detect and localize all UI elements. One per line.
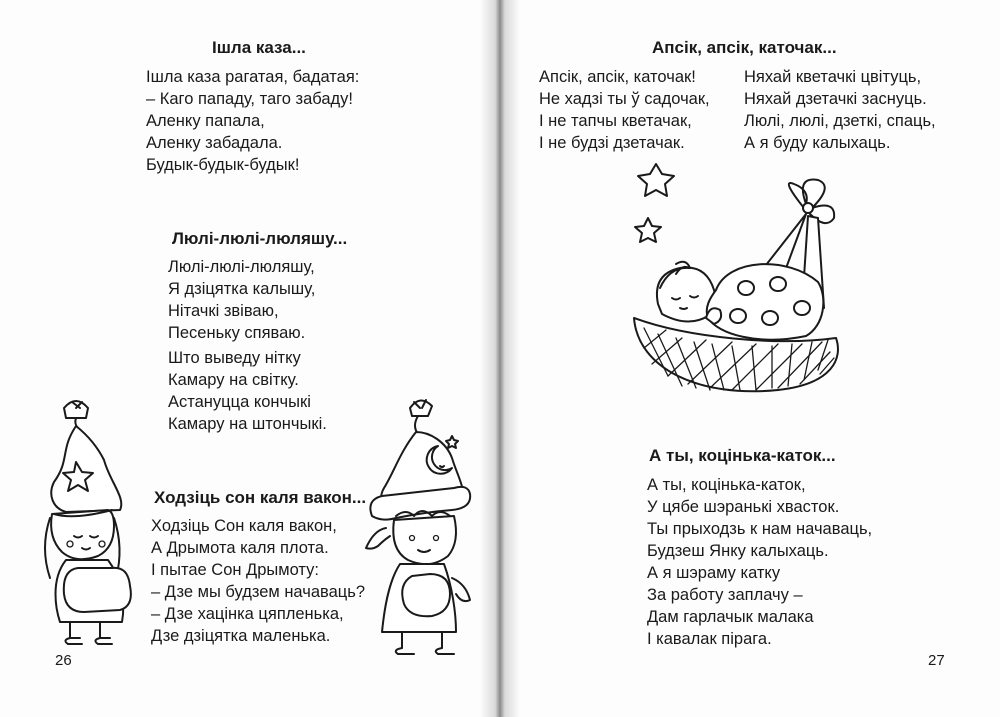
- poem-line: Апсік, апсік, каточак!: [539, 68, 696, 86]
- poem-line: Што выведу нітку: [168, 349, 301, 367]
- poem-line: Песеньку спяваю.: [168, 324, 306, 342]
- poem-line: Дзе дзіцятка маленька.: [151, 627, 331, 645]
- poem-line: Няхай дзетачкі заснуць.: [744, 90, 927, 108]
- poem-a-ty-kotsinka-stanza: [647, 474, 872, 650]
- poem-apsik-stanza-2: [744, 66, 936, 154]
- poem-ishla-kaza-stanza: [146, 66, 359, 176]
- poem-liuli-stanza-2: [168, 347, 327, 435]
- poem-line: Не хадзі ты ў садочак,: [539, 90, 710, 108]
- poem-line: А я шэраму катку: [647, 564, 781, 582]
- poem-apsik-stanza-1: [539, 66, 710, 154]
- gnome-girl-illustration: [30, 390, 150, 650]
- poem-line: Нітачкі звіваю,: [168, 302, 279, 320]
- poem-line: Люлі-люлі-люляшу,: [168, 258, 315, 276]
- poem-line: Ходзіць Сон каля вакон,: [151, 517, 337, 535]
- poem-line: У цябе шэранькі хвасток.: [647, 498, 840, 516]
- poem-liuli-stanza-1: [168, 256, 315, 344]
- poem-line: А ты, коцінька-каток,: [647, 476, 806, 494]
- poem-line: І не будзі дзетачак.: [539, 134, 685, 152]
- poem-line: За работу заплачу –: [647, 586, 803, 604]
- poem-khodzits-son-stanza: [151, 515, 365, 647]
- poem-title-apsik: Апсік, апсік, каточак...: [652, 38, 837, 57]
- poem-line: Камару на штончыкі.: [168, 415, 327, 433]
- poem-line: Будык-будык-будык!: [146, 156, 300, 174]
- gnome-boy-illustration: [356, 392, 486, 662]
- poem-line: А я буду калыхаць.: [744, 134, 891, 152]
- poem-line: Астануцца кончыкі: [168, 393, 311, 411]
- baby-cradle-illustration: [628, 158, 868, 408]
- poem-title-a-ty-kotsinka: А ты, коцінька-каток...: [649, 446, 836, 465]
- book-gutter: [480, 0, 520, 717]
- poem-line: Люлі, люлі, дзеткі, спаць,: [744, 112, 936, 130]
- page-number-right: 27: [928, 652, 945, 669]
- poem-line: Камару на світку.: [168, 371, 299, 389]
- page-number-left: 26: [55, 652, 72, 669]
- poem-line: – Каго пападу, таго забаду!: [146, 90, 353, 108]
- poem-line: І пытае Сон Дрымоту:: [151, 561, 320, 579]
- poem-line: – Дзе мы будзем начаваць?: [151, 583, 365, 601]
- poem-title-ishla-kaza: Ішла каза...: [212, 38, 306, 57]
- poem-line: – Дзе хацінка цяпленька,: [151, 605, 344, 623]
- poem-title-khodzits-son: Ходзіць сон каля вакон...: [154, 488, 367, 507]
- poem-line: Я дзіцятка калышу,: [168, 280, 316, 298]
- poem-line: Аленку забадала.: [146, 134, 283, 152]
- poem-line: Аленку папала,: [146, 112, 265, 130]
- poem-line: Будзеш Янку калыхаць.: [647, 542, 829, 560]
- poem-line: І не тапчы кветачак,: [539, 112, 692, 130]
- poem-line: Ты прыходзь к нам начаваць,: [647, 520, 873, 538]
- poem-line: Ішла каза рагатая, бадатая:: [146, 68, 360, 86]
- poem-line: Дам гарлачык малака: [647, 608, 814, 626]
- poem-line: І кавалак пірага.: [647, 630, 772, 648]
- poem-line: Няхай кветачкі цвітуць,: [744, 68, 922, 86]
- poem-title-liuli: Люлі-люлі-люляшу...: [172, 229, 348, 248]
- poem-line: А Дрымота каля плота.: [151, 539, 329, 557]
